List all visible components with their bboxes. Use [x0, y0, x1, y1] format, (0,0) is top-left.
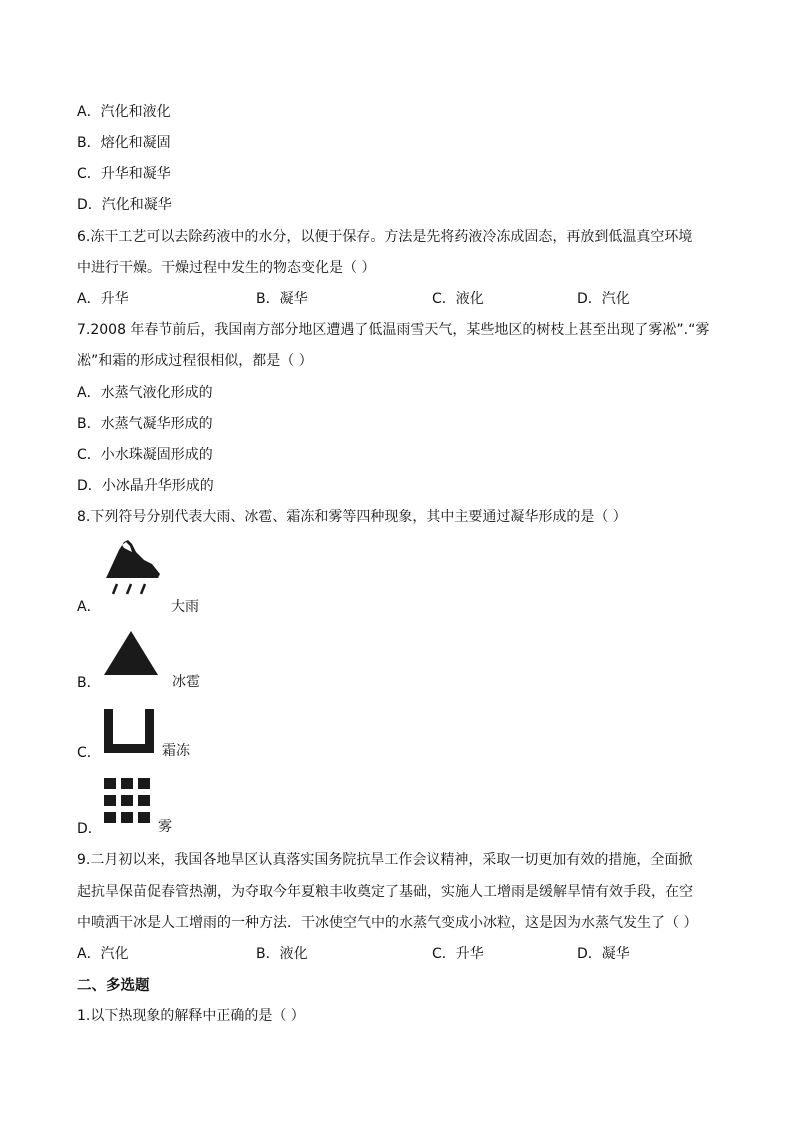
q7-option-c: C．小水珠凝固形成的 [77, 447, 213, 463]
hail-icon [103, 630, 159, 676]
q8-option-a-letter: A． [77, 599, 101, 615]
q6-option-d: D．汽化 [577, 291, 630, 307]
q7-stem-line2: 凇”和霜的形成过程很相似，都是（ ） [77, 353, 313, 369]
q8-option-c-label: 霜冻 [162, 743, 190, 759]
q6-option-b: B．凝华 [256, 291, 308, 307]
q9-stem-line1: 9.二月初以来，我国各地旱区认真落实国务院抗旱工作会议精神，采取一切更加有效的措施，全面掀 [77, 852, 693, 868]
q8-option-c-letter: C． [77, 745, 101, 761]
q8-option-d-letter: D． [77, 821, 102, 837]
q9-option-a: A．汽化 [77, 946, 129, 962]
q9-option-d: D．凝华 [577, 946, 630, 962]
q7-option-a: A．水蒸气液化形成的 [77, 385, 213, 401]
section-heading: 二、多选题 [77, 978, 150, 994]
q6-stem-line1: 6.冻干工艺可以去除药液中的水分，以便于保存。方法是先将药液冷冻成固态，再放到低温真空环境 [77, 229, 693, 245]
q8-option-d-label: 雾 [158, 819, 172, 835]
q5-option-b: B．熔化和凝固 [77, 135, 171, 151]
q5-option-d: D．汽化和凝华 [77, 197, 172, 213]
frost-icon [103, 708, 155, 754]
q5-option-a: A．汽化和液化 [77, 104, 171, 120]
fog-icon [104, 778, 150, 824]
q7-option-b: B．水蒸气凝华形成的 [77, 416, 213, 432]
q8-option-a-label: 大雨 [171, 599, 199, 615]
q9-option-b: B．液化 [256, 946, 308, 962]
q7-stem-line1: 7.2008 年春节前后，我国南方部分地区遭遇了低温雨雪天气，某些地区的树枝上甚至出现了雾凇”.“雾 [77, 322, 710, 338]
q9-option-c: C．升华 [432, 946, 484, 962]
q6-option-a: A．升华 [77, 291, 129, 307]
heavy-rain-icon [104, 538, 162, 598]
section2-q1-stem: 1.以下热现象的解释中正确的是（ ） [77, 1008, 305, 1024]
q8-option-b-label: 冰雹 [172, 674, 200, 690]
q8-stem: 8.下列符号分别代表大雨、冰雹、霜冻和雾等四种现象，其中主要通过凝华形成的是（ ） [77, 509, 627, 525]
q7-option-d: D．小冰晶升华形成的 [77, 478, 214, 494]
q9-stem-line3: 中喷洒干冰是人工增雨的一种方法．干冰使空气中的水蒸气变成小冰粒，这是因为水蒸气发生了（ ） [77, 915, 698, 931]
q5-option-c: C．升华和凝华 [77, 166, 171, 182]
q6-option-c: C．液化 [432, 291, 484, 307]
q9-stem-line2: 起抗旱保苗促春管热潮，为夺取今年夏粮丰收奠定了基础，实施人工增雨是缓解旱情有效手段，在空 [77, 884, 693, 900]
q6-stem-line2: 中进行干燥。干燥过程中发生的物态变化是（ ） [77, 260, 376, 276]
q8-option-b-letter: B． [77, 675, 101, 691]
